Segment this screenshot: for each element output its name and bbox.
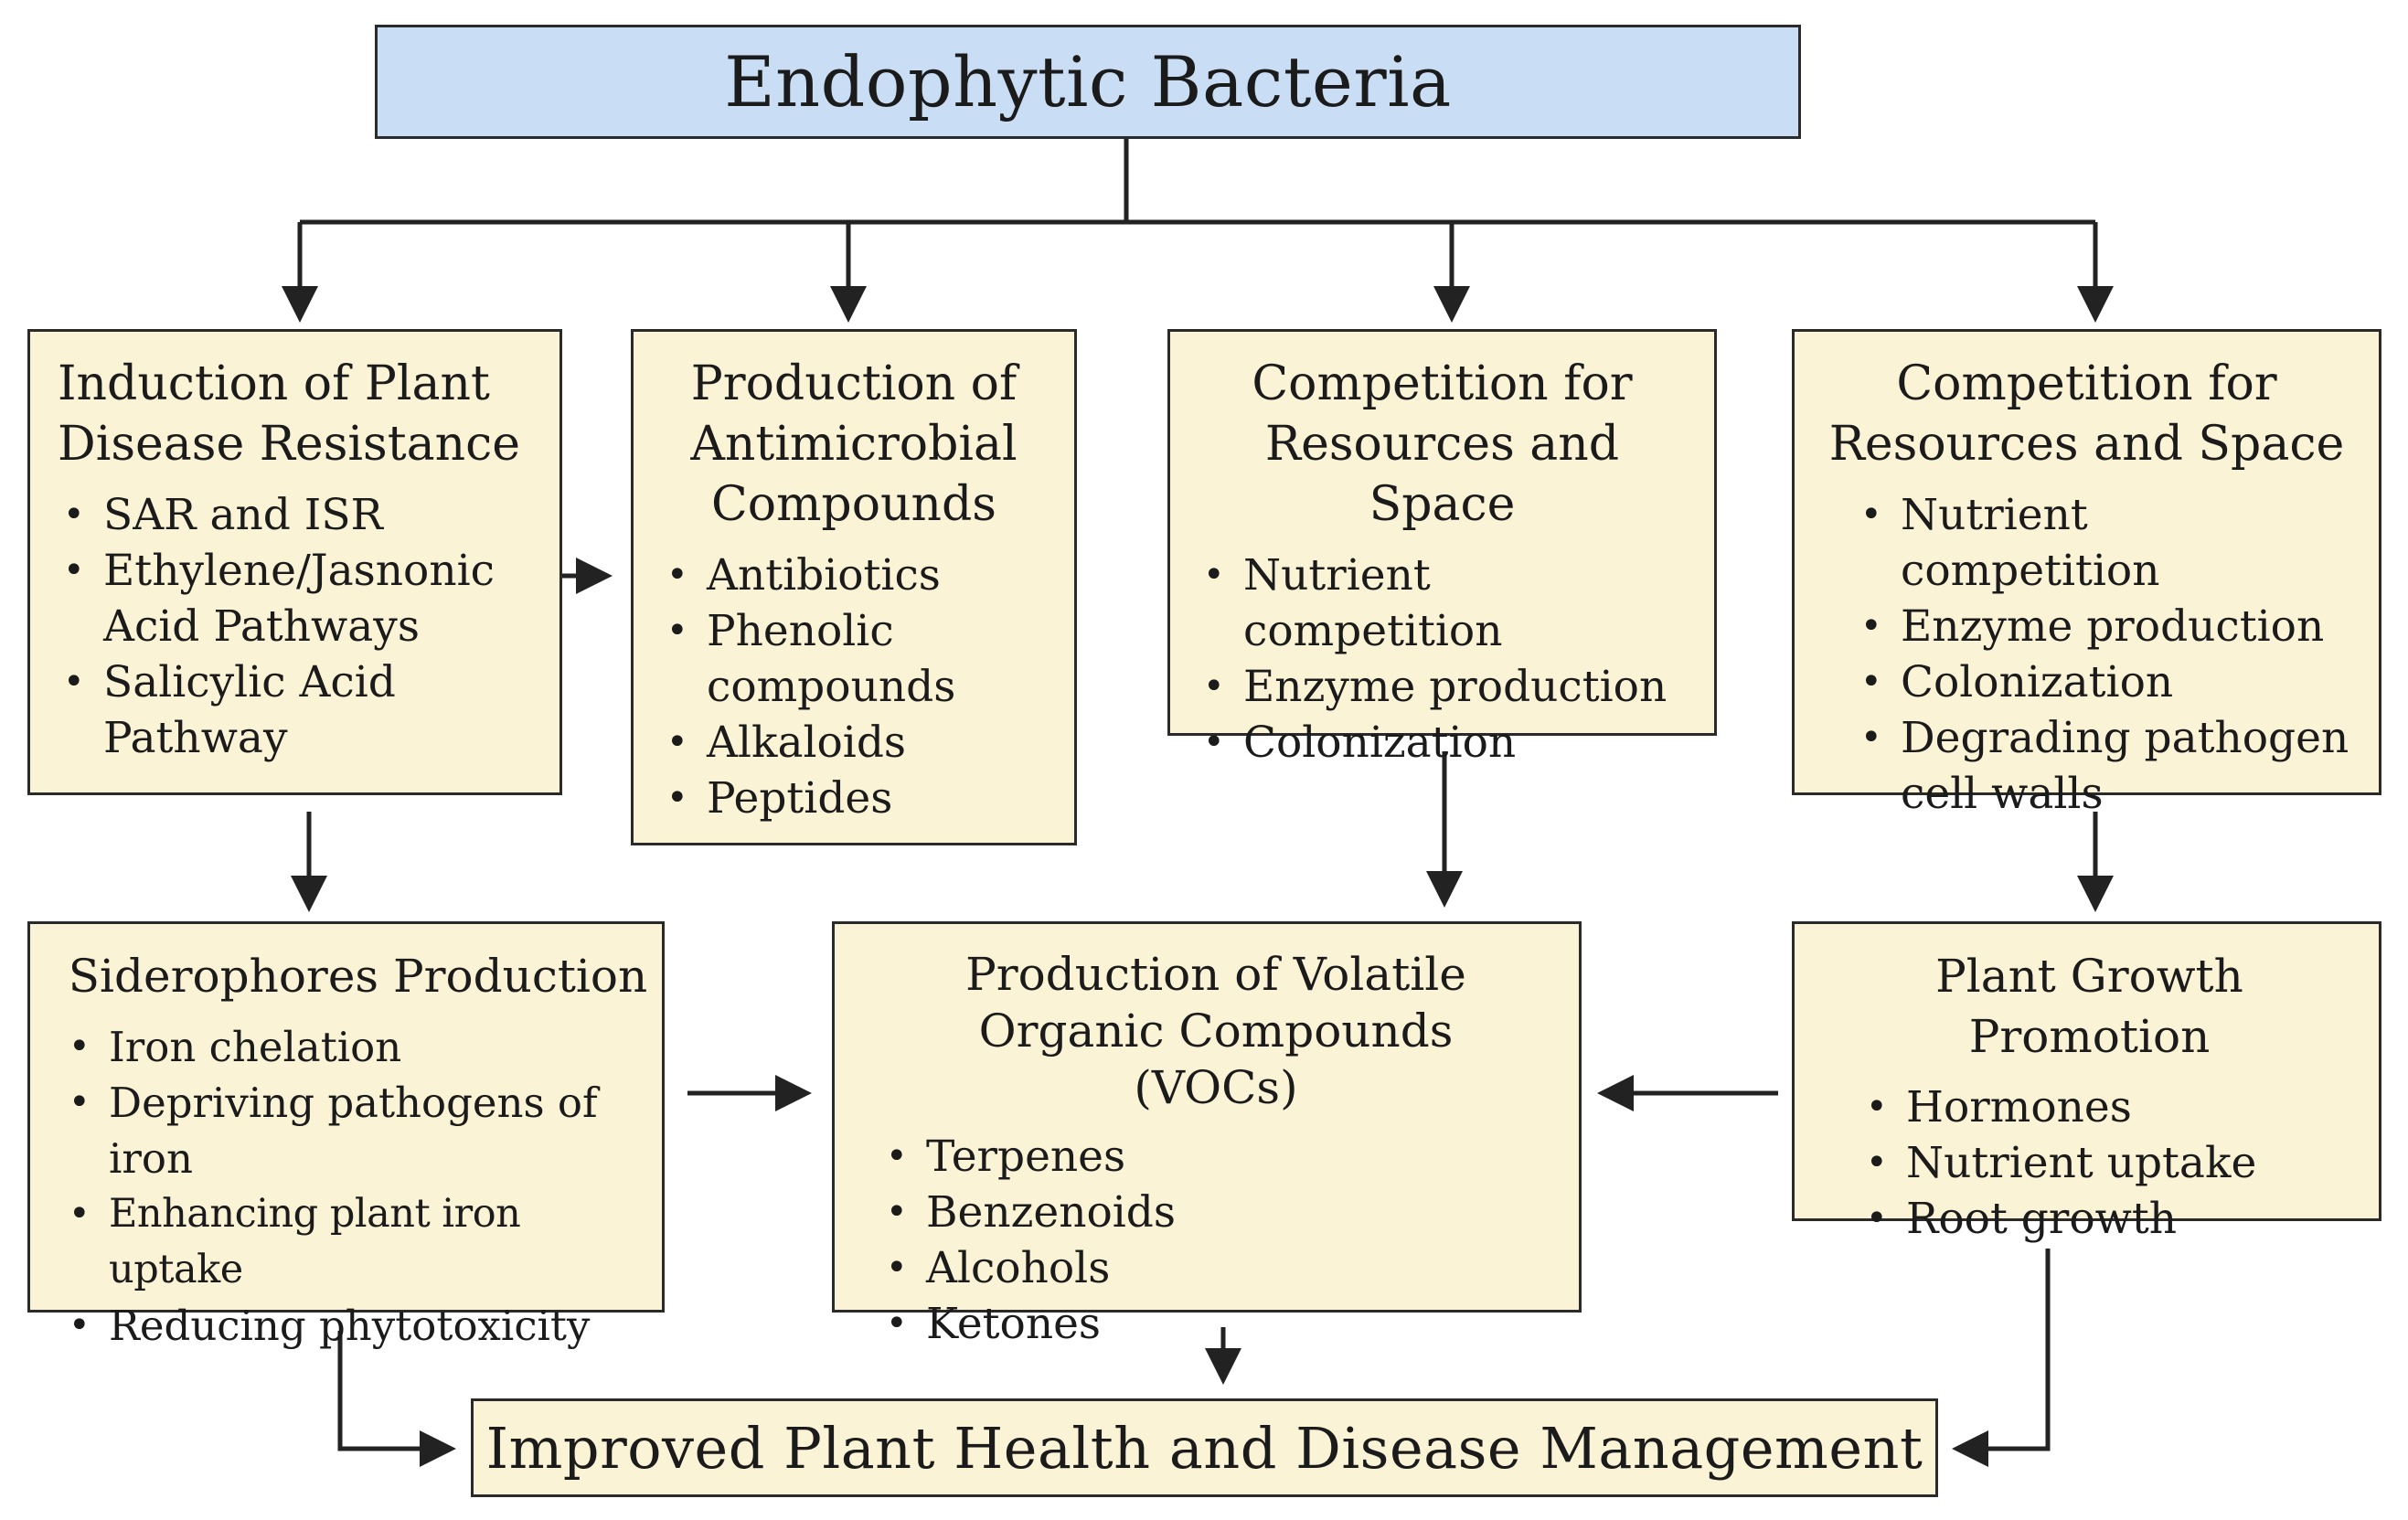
list-item: • Benzenoids <box>880 1185 1551 1240</box>
list-item: • Hormones <box>1860 1079 2351 1135</box>
induction-list <box>58 487 532 766</box>
list-item: • SAR and ISR <box>58 487 532 543</box>
vocs-list <box>880 1129 1551 1352</box>
list-item: • Colonization <box>1198 715 1687 771</box>
competition-b-title: Competition for Resources and Space <box>1828 356 2345 472</box>
list-item: • Enhancing plant iron uptake <box>63 1186 653 1298</box>
growth-box <box>1792 921 2381 1244</box>
outcome-box <box>471 1398 1938 1497</box>
list-item: • Nutrient competition <box>1855 487 2351 599</box>
arrow-growth-bottom <box>1956 1249 2048 1449</box>
competition-box-b <box>1792 329 2381 819</box>
induction-title: Induction of Plant Disease Resistance <box>58 356 520 472</box>
endophytic-bacteria-box <box>375 25 1801 139</box>
induction-box <box>27 329 562 795</box>
list-item: • Alcohols <box>880 1240 1551 1296</box>
outcome-title: Improved Plant Health and Disease Management <box>485 1414 1923 1482</box>
list-item: • Terpenes <box>880 1129 1551 1185</box>
competition-a-list <box>1198 547 1687 771</box>
vocs-title: Production of Volatile Organic Compounds (VOCs) <box>965 948 1466 1114</box>
list-item: • Antibiotics <box>661 547 1047 603</box>
list-item: • Reducing phytotoxicity <box>63 1298 653 1354</box>
list-item: • Degrading pathogen cell walls <box>1855 710 2351 822</box>
list-item: • Enzyme production <box>1198 659 1687 715</box>
list-item: • Phenolic compounds <box>661 603 1047 715</box>
list-item: • Colonization <box>1855 654 2351 710</box>
antimicrobial-box <box>631 329 1077 845</box>
list-item: • Salicylic Acid Pathway <box>58 654 532 766</box>
list-item: • Depriving pathogens of iron <box>63 1075 653 1186</box>
siderophores-list <box>63 1019 653 1354</box>
endophytic-bacteria-title: Endophytic Bacteria <box>724 41 1452 122</box>
competition-a-title: Competition for Resources and Space <box>1252 356 1633 532</box>
siderophores-box <box>27 921 665 1350</box>
list-item: • Root growth <box>1860 1191 2351 1247</box>
vocs-box <box>832 921 1582 1349</box>
list-item: • Enzyme production <box>1855 599 2351 654</box>
list-item: • Ethylene/Jasnonic Acid Pathways <box>58 543 532 654</box>
growth-title: Plant Growth Promotion <box>1935 950 2243 1063</box>
list-item: • Ketones <box>880 1296 1551 1352</box>
list-item: • Nutrient competition <box>1198 547 1687 659</box>
list-item: • Nutrient uptake <box>1860 1135 2351 1191</box>
antimicrobial-title: Production of Antimicrobial Compounds <box>690 356 1018 532</box>
antimicrobial-list <box>661 547 1047 826</box>
list-item: • Peptides <box>661 771 1047 826</box>
competition-box-a <box>1167 329 1717 768</box>
list-item: • Alkaloids <box>661 715 1047 771</box>
list-item: • Iron chelation <box>63 1019 653 1075</box>
siderophores-title: Siderophores Production <box>68 950 648 1003</box>
competition-b-list <box>1822 487 2351 822</box>
growth-list <box>1827 1079 2351 1247</box>
